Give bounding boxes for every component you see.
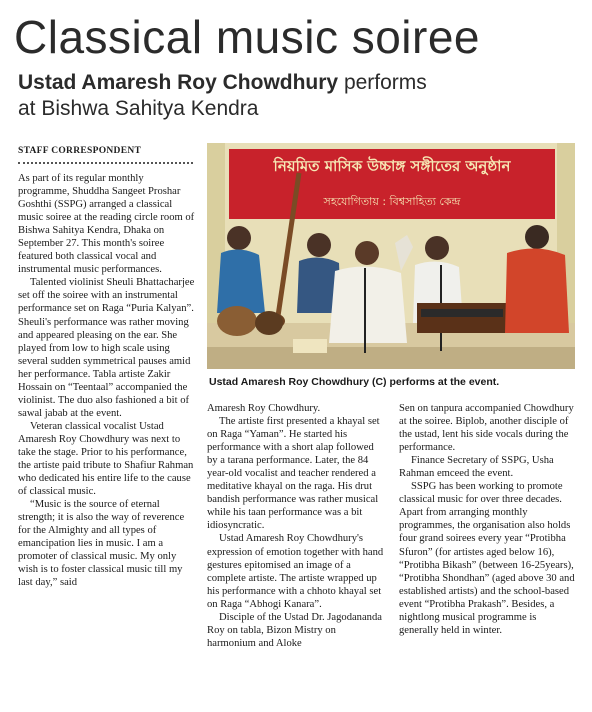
subhead-line2: at Bishwa Sahitya Kendra [18, 97, 259, 120]
paragraph: Talented violinist Sheuli Bhattacharjee set off the soiree with an instrumental performance set on Raga “Puria Kalyan”. Sheuli's performance was rather moving and appeared pleasing on the ear. She played from low to high scale using several sudden symmetrical pauses amid her performance. Tabla artiste Zakir Hossain on “Teentaal” accompanied the violinist. The duo also fashioned a bit of sawal jabab at the event. [18, 277, 195, 419]
paragraph: As part of its regular monthly programme, Shuddha Sangeet Proshar Goshthi (SSPG) arranged a classical music soiree at the reading circle room of Bishwa Sahitya Kendra, Dhaka on September 27. This month's soiree featured both classical vocal and instrumental music performances. [18, 173, 195, 276]
banner-subtitle: সহযোগিতায় : বিশ্বসাহিত্য কেন্দ্র [323, 195, 461, 208]
paragraph: Sen on tanpura accompanied Chowdhury at the soiree. Biplob, another disciple of the ustad, lent his side vocals during the performance. [399, 403, 574, 454]
column-2 [207, 402, 385, 650]
banner-title: নিয়মিত মাসিক উচ্চাঙ্গ সঙ্গীতের অনুষ্ঠান [273, 157, 511, 175]
paragraph: SSPG has been working to promote classical music for over three decades. Apart from arranging monthly programmes, the organisation also holds four grand soirees every year “Protibha Sfuron” (for artistes aged below 16), “Protibha Bikash” (between 16-25years), “Protibha Shondhan” (aged above 30 and established artists) and the school-based event “Protibha Prakash”. Besides, a nightlong musical programme is generally held in winter. [399, 481, 575, 636]
column-3 [399, 402, 575, 637]
paragraph: Disciple of the Ustad Dr. Jagodananda Roy on tabla, Bizon Mistry on harmonium and Aloke [207, 611, 382, 649]
paragraph: Finance Secretary of SSPG, Usha Rahman emceed the event. [399, 455, 554, 480]
paragraph: “Music is the source of eternal strength; it is also the way of reverence for the Almighty and all types of emancipation lies in music. I am a promoter of classical music. My only wish is to foster classical music till my last day,” said [18, 499, 185, 589]
paragraph: The artiste first presented a khayal set on Raga “Yaman”. He started his performance with a short alap followed by a tarana performance. Later, the 84 year-old vocalist and teacher rendered a meditative khayal on the raga. His drut bandish performance was rather musical while his taan performance was a bit idiosyncratic. [207, 416, 380, 532]
byline-divider [18, 162, 193, 164]
subhead-rest: performs [338, 71, 427, 94]
subhead-bold: Ustad Amaresh Roy Chowdhury [18, 71, 339, 94]
photo-caption: Ustad Amaresh Roy Chowdhury (C) performs at the event. [209, 376, 500, 388]
paragraph: Ustad Amaresh Roy Chowdhury's expression of emotion together with hand gestures epitomised an image of a complete artiste. The artiste wrapped up his performance with a chhoto khayal set on Raga “Abhogi Kanara”. [207, 533, 384, 610]
column-1 [18, 172, 196, 590]
headline: Classical music soiree [14, 11, 481, 63]
byline: STAFF CORRESPONDENT [18, 146, 142, 156]
paragraph: Veteran classical vocalist Ustad Amaresh Roy Chowdhury was next to take the stage. Prior to his performance, the artiste paid tribute to Shafiur Rahman who dedicated his entire life to the cause of classical music. [18, 420, 194, 498]
subhead [18, 70, 488, 122]
event-photo [207, 143, 575, 369]
paragraph: Amaresh Roy Chowdhury. [207, 403, 321, 414]
